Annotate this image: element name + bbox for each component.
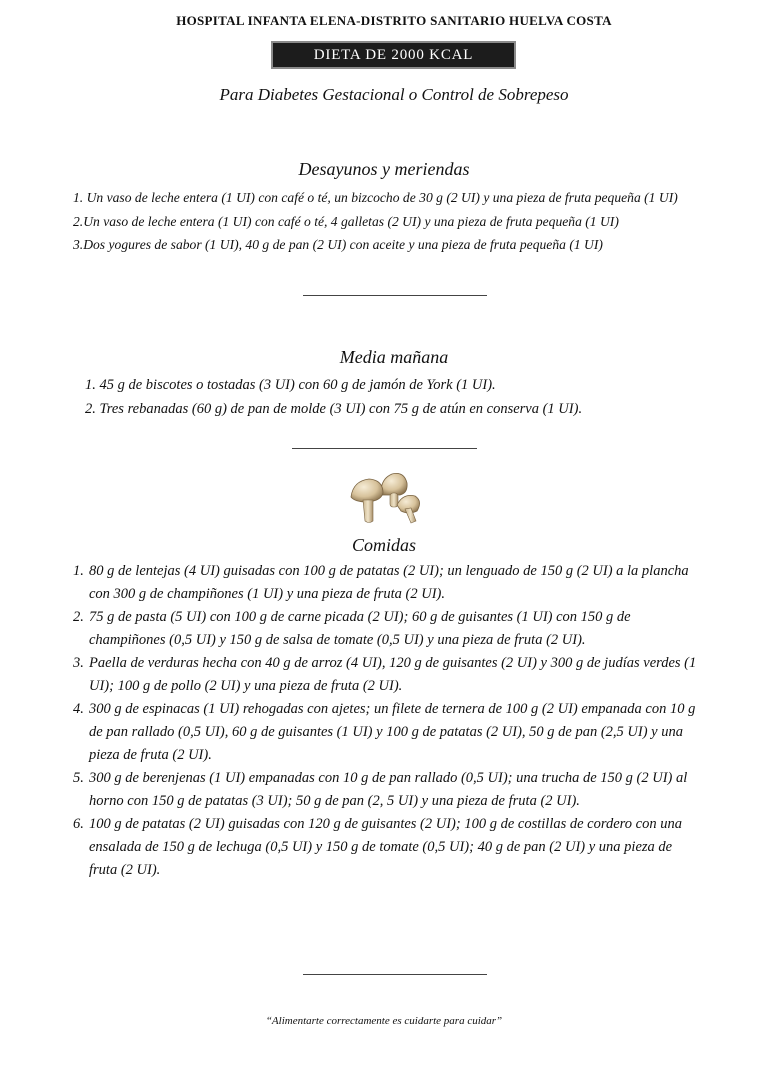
section-divider-3 (303, 974, 487, 975)
lunch-item-text: 75 g de pasta (5 UI) con 100 g de carne picada (2 UI); 60 g de guisantes (1 UI) con 150 g de champiñones (0,5 UI) y 150 g de salsa de tomate (0,5 UI) y una pieza de fruta (2 UI). (89, 609, 631, 648)
section-divider-1 (303, 295, 487, 296)
breakfast-item-2: 2.Un vaso de leche entera (1 UI) con café o té, 4 galletas (2 UI) y una pieza de fruta pequeña (1 UI) (73, 213, 619, 229)
lunch-heading: Comidas (351, 535, 416, 555)
breakfast-item-3: 3.Dos yogures de sabor (1 UI), 40 g de pan (2 UI) con aceite y una pieza de fruta pequeña (1 UI) (73, 237, 603, 252)
midmorning-list (85, 373, 705, 421)
lunch-item-text: 80 g de lentejas (4 UI) guisadas con 100 g de patatas (2 UI); un lenguado de 150 g (2 UI) a la plancha con 300 g de champiñones (1 UI) y una pieza de fruta (2 UI). (89, 563, 689, 602)
lunch-item-text: 300 g de espinacas (1 UI) rehogadas con ajetes; un filete de ternera de 100 g (2 UI) empanada con 10 g de pan rallado (0,5 UI), 60 g de guisantes (1 UI) y 100 g de patatas (2 UI), 50 g de pan (2,5 UI) y una pieza de fruta (2 UI). (89, 701, 696, 763)
midmorning-heading: Media mañana (339, 347, 449, 367)
lunch-list (73, 560, 698, 882)
lunch-item-5 (73, 767, 698, 813)
lunch-item-number: 4. (73, 701, 84, 717)
lunch-item-3 (73, 652, 698, 698)
mushroom-illustration (345, 465, 425, 527)
lunch-item-number: 6. (73, 816, 84, 832)
breakfast-list (73, 186, 703, 257)
section-divider-2 (292, 448, 477, 449)
lunch-item-text: 100 g de patatas (2 UI) guisadas con 120 g de guisantes (2 UI); 100 g de costillas de cordero con una ensalada de 150 g de lechuga (0,5 UI) y 150 g de tomate (0,5 UI); 40 g de pan (2 UI) y una pieza de fruta (2 UI). (89, 816, 682, 878)
lunch-item-4 (73, 698, 698, 767)
lunch-item-1 (73, 560, 698, 606)
hospital-name: HOSPITAL INFANTA ELENA-DISTRITO SANITARIO HUELVA COSTA (176, 13, 612, 28)
lunch-item-6 (73, 813, 698, 882)
diet-title: DIETA DE 2000 KCAL (271, 41, 516, 69)
lunch-item-number: 5. (73, 770, 84, 786)
lunch-item-number: 1. (73, 563, 84, 579)
breakfast-heading: Desayunos y meriendas (298, 159, 470, 179)
breakfast-item-1: 1. Un vaso de leche entera (1 UI) con café o té, un bizcocho de 30 g (2 UI) y una pieza de fruta pequeña (1 UI) (73, 190, 678, 205)
lunch-item-2 (73, 606, 698, 652)
diet-subtitle: Para Diabetes Gestacional o Control de Sobrepeso (219, 85, 569, 104)
lunch-item-text: Paella de verduras hecha con 40 g de arroz (4 UI), 120 g de guisantes (2 UI) y 300 g de judías verdes (1 UI); 100 g de pollo (2 UI) y una pieza de fruta (2 UI). (89, 655, 697, 694)
lunch-item-number: 3. (73, 655, 84, 671)
footer-quote: “Alimentarte correctamente es cuidarte para cuidar” (265, 1015, 503, 1027)
lunch-item-text: 300 g de berenjenas (1 UI) empanadas con 10 g de pan rallado (0,5 UI); una trucha de 150 g (2 UI) al horno con 150 g de patatas (3 UI); 50 g de pan (2, 5 UI) y una pieza de fruta (2 UI). (89, 770, 688, 809)
midmorning-item-2: 2. Tres rebanadas (60 g) de pan de molde (3 UI) con 75 g de atún en conserva (1 UI). (85, 401, 583, 417)
midmorning-item-1: 1. 45 g de biscotes o tostadas (3 UI) con 60 g de jamón de York (1 UI). (85, 377, 496, 393)
lunch-item-number: 2. (73, 609, 84, 625)
